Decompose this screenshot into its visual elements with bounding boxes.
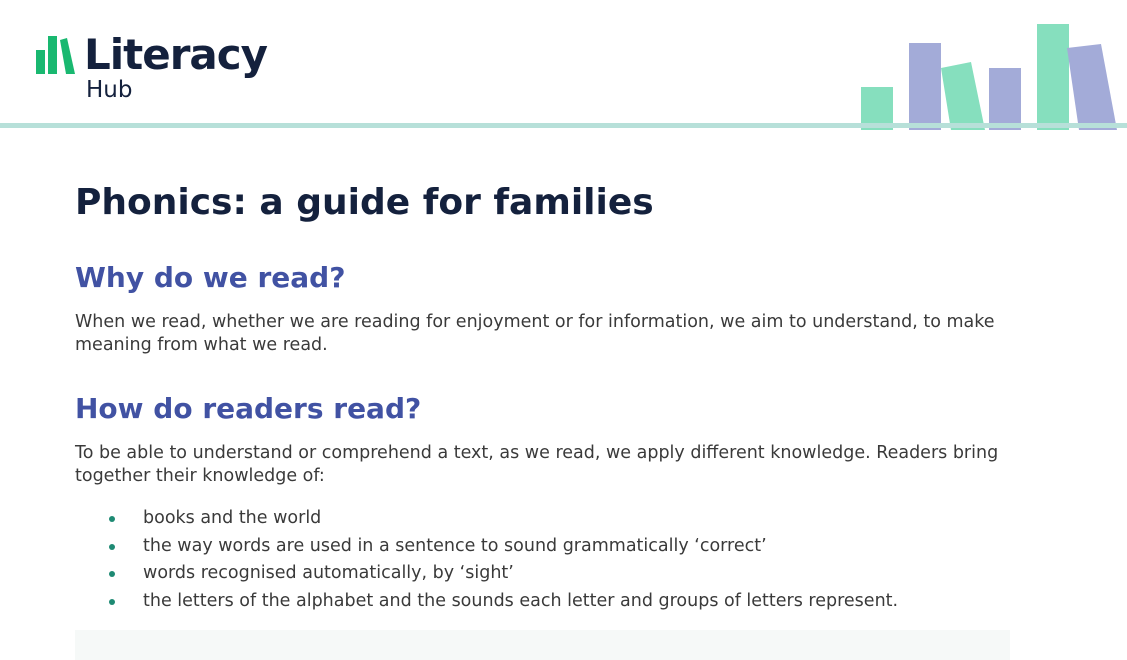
logo-sub-text: Hub <box>86 77 133 103</box>
section-paragraph-why-read: When we read, whether we are reading for enjoyment or for information, we aim to understand, to make meaning from what we read. <box>75 312 995 355</box>
bullet-icon <box>109 544 115 550</box>
bullet-icon <box>109 516 115 522</box>
list-item-text: books and the world <box>143 508 322 528</box>
logo-bars-icon <box>36 36 76 74</box>
decorative-bars-icon <box>855 18 1120 130</box>
deco-bar <box>1067 44 1117 130</box>
list-item <box>75 588 898 616</box>
header-divider <box>0 123 1127 128</box>
knowledge-list <box>75 505 898 615</box>
list-item-text: the letters of the alphabet and the sounds each letter and groups of letters represent. <box>143 590 899 611</box>
list-item-text: the way words are used in a sentence to sound grammatically ‘correct’ <box>143 535 767 556</box>
list-item <box>75 533 898 561</box>
deco-bar <box>1037 24 1069 130</box>
deco-bar <box>989 68 1021 130</box>
deco-bar <box>909 43 941 130</box>
list-item <box>75 505 898 533</box>
logo-brand-text: Literacy <box>84 30 268 79</box>
literacy-hub-logo <box>36 30 296 110</box>
list-item <box>75 560 898 588</box>
list-item-text: words recognised automatically, by ‘sight’ <box>143 563 514 583</box>
page-title: Phonics: a guide for families <box>75 182 654 223</box>
bullet-icon <box>109 571 115 577</box>
deco-bar <box>941 62 985 130</box>
section-heading-why-read: Why do we read? <box>75 261 346 294</box>
bullet-icon <box>109 599 115 605</box>
section-paragraph-how-read: To be able to understand or comprehend a text, as we read, we apply different knowledge. Readers bring together their knowledge of: <box>75 443 999 486</box>
page-header <box>0 0 1127 130</box>
section-heading-how-read: How do readers read? <box>75 392 422 425</box>
